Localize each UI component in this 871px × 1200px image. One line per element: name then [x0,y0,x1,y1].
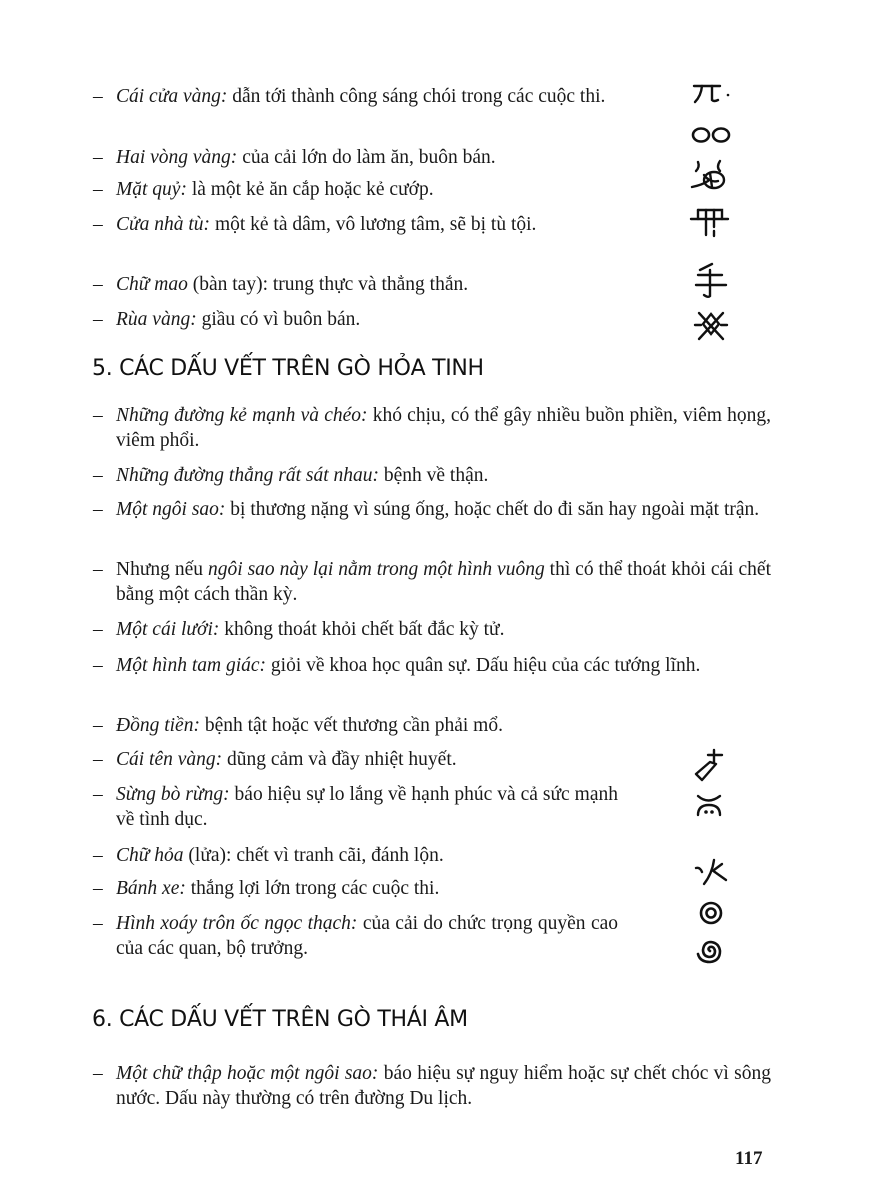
item-text: thắng lợi lớn trong các cuộc thi. [185,878,440,899]
turtle-glyph-icon [691,310,731,342]
item-term: Chữ mao [116,274,188,295]
list-item-two-rings [93,145,618,170]
item-text: thì có thể thoát khỏi cái chết bằng một cách thần kỳ. [116,559,771,605]
list-item-jade-spiral [93,911,618,961]
bullet-dash: – [93,749,103,770]
item-term: Những đường kẻ mạnh và chéo: [116,405,368,426]
item-term: Cái cửa vàng: [116,86,228,107]
list-item-prison-door [93,212,618,237]
list-item-star-in-square [93,557,771,607]
list-item-wheel [93,876,618,901]
bullet-dash: – [93,655,103,676]
demon-face-glyph-icon [688,159,732,193]
bullet-dash: – [93,878,103,899]
item-term: ngôi sao này lại nằm trong một hình vuông [207,559,545,580]
item-text: dũng cảm và đầy nhiệt huyết. [222,749,457,770]
golden-arrow-glyph-icon [692,748,726,784]
bullet-dash: – [93,274,103,295]
item-text: (bàn tay): trung thực và thẳng thắn. [187,274,469,295]
item-term: Cửa nhà tù: [116,214,211,235]
item-text: một kẻ tà dâm, vô lương tâm, sẽ bị tù tội. [210,214,537,235]
bullet-dash: – [93,784,103,805]
item-text: bị thương nặng vì súng ống, hoặc chết do đi săn hay ngoài mặt trận. [225,499,760,520]
list-item-star [93,497,771,522]
item-term: Hình xoáy trôn ốc ngọc thạch: [116,913,358,934]
section-5-heading: 5. CÁC DẤU VẾT TRÊN GÒ HỎA TINH [92,356,484,381]
item-text: báo hiệu sự lo lắng về hạnh phúc và cả sức mạnh về tình dục. [116,784,618,830]
item-term: Một chữ thập hoặc một ngôi sao: [116,1063,379,1084]
bullet-dash: – [93,86,103,107]
item-text: của cải do chức trọng quyền cao của các quan, bộ trưởng. [116,913,619,959]
list-item-golden-arrow [93,747,623,772]
list-item-fire-character [93,843,618,868]
bullet-dash: – [93,309,103,330]
item-term: Những đường thẳng rất sát nhau: [116,465,379,486]
item-text: giầu có vì buôn bán. [196,309,361,330]
item-term: Cái tên vàng: [116,749,223,770]
bullet-dash: – [93,913,103,934]
item-text: báo hiệu sự nguy hiểm hoặc sự chết chóc vì sông nước. Dấu này thường có trên đường Du lịch. [116,1063,771,1109]
item-text: không thoát khỏi chết bất đắc kỳ tử. [219,619,505,640]
item-pre-text: Nhưng nếu [116,559,208,580]
item-term: Sừng bò rừng: [116,784,230,805]
item-term: Mặt quỷ: [116,179,187,200]
list-item-bull-horns [93,782,618,832]
item-term: Bánh xe: [116,878,186,899]
list-item-coin [93,713,771,738]
item-text: bệnh tật hoặc vết thương cần phải mổ. [199,715,503,736]
item-text: bệnh về thận. [378,465,489,486]
hand-character-glyph-icon [690,262,730,302]
item-text: của cải lớn do làm ăn, buôn bán. [237,147,496,168]
list-item-close-straight-lines [93,463,771,488]
page-number: 117 [735,1148,763,1169]
list-item-golden-gate [93,84,618,109]
bull-horns-glyph-icon [694,793,724,819]
item-term: Hai vòng vàng: [116,147,238,168]
item-term: Một ngôi sao: [116,499,226,520]
bullet-dash: – [93,499,103,520]
gate-glyph-icon [690,82,734,106]
wheel-glyph-icon [698,900,724,926]
bullet-dash: – [93,559,103,580]
fire-character-glyph-icon [694,858,730,888]
bullet-dash: – [93,1063,103,1084]
section-6-heading: 6. CÁC DẤU VẾT TRÊN GÒ THÁI ÂM [92,1007,468,1032]
list-item-cross-or-star [93,1061,771,1111]
two-rings-glyph-icon [690,124,734,146]
list-item-triangle [93,653,771,678]
list-item-hand-character [93,272,618,297]
bullet-dash: – [93,845,103,866]
bullet-dash: – [93,147,103,168]
bullet-dash: – [93,619,103,640]
item-term: Chữ hỏa [116,845,184,866]
item-term: Rùa vàng: [116,309,197,330]
bullet-dash: – [93,179,103,200]
item-text: khó chịu, có thể gây nhiều buồn phiền, viêm họng, viêm phổi. [116,405,771,451]
item-text: dẫn tới thành công sáng chói trong các cuộc thi. [227,86,606,107]
list-item-golden-turtle [93,307,618,332]
item-text: (lửa): chết vì tranh cãi, đánh lộn. [183,845,444,866]
prison-door-glyph-icon [688,205,732,241]
bullet-dash: – [93,214,103,235]
item-text: giỏi về khoa học quân sự. Dấu hiệu của các tướng lĩnh. [266,655,701,676]
item-text: là một kẻ ăn cắp hoặc kẻ cướp. [186,179,434,200]
list-item-strong-crossing-lines [93,403,771,453]
bullet-dash: – [93,715,103,736]
item-term: Đồng tiền: [116,715,200,736]
list-item-grille [93,617,771,642]
spiral-glyph-icon [694,936,726,966]
item-term: Một cái lưới: [116,619,220,640]
bullet-dash: – [93,405,103,426]
bullet-dash: – [93,465,103,486]
item-term: Một hình tam giác: [116,655,267,676]
list-item-demon-face [93,177,618,202]
